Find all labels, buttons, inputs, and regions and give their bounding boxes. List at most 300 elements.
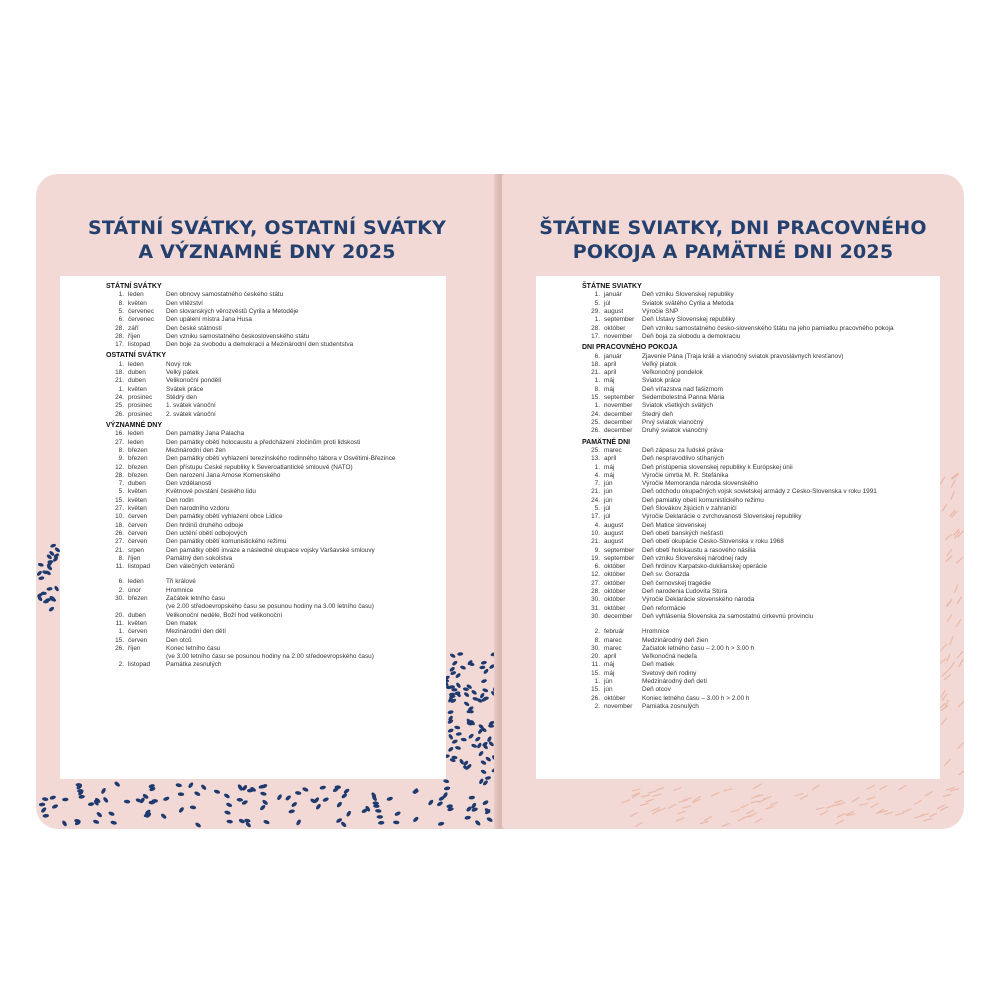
- decor-dot: [46, 587, 52, 591]
- holiday-row: [106, 522, 436, 530]
- holiday-row: [582, 308, 930, 316]
- decor-dot: [464, 815, 471, 820]
- holiday-row: [106, 645, 436, 653]
- holiday-name: Deň vzniku Slovenskej republiky: [642, 291, 734, 299]
- holiday-month: květen: [128, 488, 147, 496]
- holiday-month: september: [604, 546, 635, 554]
- holiday-row: [582, 291, 930, 299]
- right-holiday-list: [536, 276, 940, 779]
- holiday-name: Deň vzniku Slovenskej národnej rady: [642, 554, 748, 562]
- holiday-name: Květnové povstání českého lidu: [166, 488, 256, 496]
- decor-dash: [747, 810, 754, 814]
- holiday-day: 15.: [115, 496, 124, 504]
- holiday-day: 28.: [115, 332, 124, 340]
- holiday-name: Konec letního času: [166, 644, 221, 652]
- decor-dash: [821, 811, 828, 815]
- holiday-name: Den upálení mistra Jana Husa: [166, 316, 252, 324]
- holiday-day: 25.: [591, 418, 600, 426]
- holiday-month: máj: [604, 385, 615, 393]
- decor-dot: [451, 739, 458, 745]
- holiday-day: 5.: [118, 308, 124, 315]
- decor-dot: [460, 737, 466, 741]
- decor-dot: [438, 821, 445, 826]
- holiday-name: Mezinárodní den žen: [166, 446, 226, 454]
- holiday-name: Svetový deň rodiny: [642, 669, 697, 677]
- decor-dot: [482, 799, 489, 805]
- decor-dash: [738, 817, 745, 821]
- holiday-month: marec: [604, 644, 622, 652]
- holiday-day: 2.: [594, 702, 600, 710]
- holiday-day: 8.: [118, 554, 124, 562]
- decor-dot: [200, 784, 207, 791]
- decor-dot: [460, 665, 467, 670]
- holiday-row: [582, 386, 930, 394]
- holiday-name: Den památky obětí invaze a následné okupace vojsky Varšavské smlouvy: [166, 546, 375, 554]
- decor-dash: [852, 797, 859, 801]
- holiday-month: máj: [604, 463, 615, 471]
- holiday-name: Sviatok svätého Cyrila a Metoda: [642, 299, 734, 307]
- holiday-month: leden: [128, 360, 144, 368]
- holiday-day: 4.: [594, 471, 600, 479]
- holiday-day: 11.: [591, 661, 600, 669]
- decor-dash: [741, 805, 748, 808]
- decor-dot: [393, 820, 400, 824]
- holiday-row: [106, 513, 436, 521]
- decor-dot: [474, 819, 481, 826]
- holiday-row: [582, 455, 930, 463]
- holiday-row: [106, 563, 436, 571]
- holiday-row: [582, 678, 930, 686]
- holiday-row: [582, 447, 930, 455]
- holiday-day: 21.: [115, 546, 124, 554]
- holiday-row: [106, 325, 436, 333]
- holiday-month: [128, 603, 166, 611]
- decor-dot: [378, 821, 385, 825]
- decor-dot: [102, 796, 109, 803]
- holiday-name: Deň sv. Gorazda: [642, 571, 690, 579]
- holiday-row: [106, 411, 436, 419]
- holiday-day: 15.: [591, 686, 600, 694]
- holiday-day: 10.: [591, 529, 600, 537]
- holiday-month: duben: [128, 377, 146, 385]
- decor-dot: [175, 783, 182, 788]
- decor-dash: [653, 794, 661, 796]
- decor-dash: [957, 597, 961, 604]
- holiday-name: Deň otcov: [642, 686, 671, 694]
- left-holiday-list: [60, 276, 446, 779]
- decor-dot: [54, 585, 60, 592]
- decor-dash: [950, 510, 955, 516]
- holiday-name: Den památky obětí vyhlazení obce Lidice: [166, 513, 283, 521]
- holiday-row: [582, 653, 930, 661]
- holiday-day: 1.: [594, 677, 600, 685]
- holiday-row: [106, 587, 436, 595]
- holiday-month: september: [604, 394, 635, 402]
- decor-dot: [465, 806, 472, 813]
- decor-dash: [816, 808, 824, 810]
- decor-dot: [448, 733, 454, 740]
- holiday-row: [106, 464, 436, 472]
- holiday-row: [582, 571, 930, 579]
- holiday-row: [106, 661, 436, 669]
- holiday-name: Deň víťazstva nad fašizmom: [642, 385, 723, 393]
- decor-dash: [921, 814, 929, 816]
- holiday-name: Den rodin: [166, 496, 194, 504]
- decor-dash: [951, 480, 955, 487]
- decor-dot: [457, 652, 463, 656]
- holiday-row: [582, 300, 930, 308]
- decor-dot: [444, 786, 451, 791]
- holiday-day: 28.: [115, 471, 124, 479]
- decor-dash: [674, 788, 682, 791]
- holiday-day: 8.: [594, 636, 600, 644]
- holiday-day: 1.: [594, 291, 600, 299]
- decor-dot: [50, 543, 57, 548]
- decor-dot: [486, 816, 493, 822]
- decor-dot: [238, 818, 245, 824]
- holiday-name: Den otců: [166, 636, 192, 644]
- decor-dot: [295, 819, 301, 826]
- holiday-day: 27.: [591, 579, 600, 587]
- decor-dot: [447, 746, 454, 753]
- decor-dash: [950, 662, 954, 669]
- holiday-name: Veľký piatok: [642, 360, 677, 368]
- holiday-day: 1.: [594, 316, 600, 324]
- holiday-row: [106, 386, 436, 394]
- holiday-month: leden: [128, 291, 144, 299]
- decor-dot: [276, 794, 283, 801]
- section-spacer: [582, 621, 930, 628]
- holiday-month: duben: [128, 611, 146, 619]
- decor-dash: [896, 813, 904, 815]
- decor-dot: [114, 781, 121, 788]
- holiday-row: [582, 605, 930, 613]
- holiday-name: Deň narodenia Ľudovíta Štúra: [642, 588, 728, 596]
- holiday-month: prosinec: [128, 402, 153, 410]
- left-page: [36, 174, 498, 829]
- right-title-line-2: POKOJA A PAMÄTNÉ DNI 2025: [572, 241, 894, 263]
- decor-dot: [394, 811, 401, 817]
- right-title-line-1: ŠTÁTNE SVIATKY, DNI PRACOVNÉHO: [539, 217, 927, 239]
- holiday-day: 12.: [591, 571, 600, 579]
- decor-dot: [336, 801, 343, 808]
- holiday-day: 8.: [118, 299, 124, 307]
- decor-dash: [827, 805, 835, 808]
- holiday-day: 6.: [118, 578, 124, 586]
- decor-dot: [285, 794, 292, 801]
- holiday-name: Den vzdělanosti: [166, 480, 212, 488]
- decor-dash: [860, 803, 868, 805]
- decor-dot: [476, 742, 482, 749]
- holiday-month: květen: [128, 299, 147, 307]
- decor-dot: [226, 819, 233, 823]
- holiday-name: Den narození Jana Amose Komenského: [166, 471, 281, 479]
- holiday-row: [582, 361, 930, 369]
- decor-dot: [456, 732, 462, 736]
- holiday-month: apríl: [604, 369, 617, 377]
- holiday-day: 1.: [118, 360, 124, 368]
- holiday-name: Medzinárodný deň žien: [642, 636, 709, 644]
- holiday-row: [582, 464, 930, 472]
- decor-dash: [945, 760, 950, 766]
- holiday-name: Deň Slovákov žijúcich v zahraničí: [642, 505, 737, 513]
- holiday-row: [106, 595, 436, 603]
- holiday-name: 2. svátek vánoční: [166, 410, 216, 418]
- holiday-day: 18.: [115, 521, 124, 529]
- decor-dash: [712, 793, 719, 796]
- holiday-month: květen: [128, 385, 147, 393]
- holiday-row: [106, 628, 436, 636]
- holiday-name: Deň pristúpenia slovenskej republiky k Európskej únii: [642, 463, 793, 471]
- decor-dash: [732, 810, 740, 812]
- holiday-row: [582, 547, 930, 555]
- holiday-name: Pamiatka zosnulých: [642, 702, 699, 710]
- holiday-name: Deň nespravodlivo stíhaných: [642, 455, 725, 463]
- decor-dot: [471, 743, 478, 748]
- holiday-month: január: [604, 291, 622, 299]
- holiday-day: 26.: [591, 427, 600, 435]
- holiday-month: listopad: [128, 563, 151, 571]
- decor-dot: [236, 798, 243, 802]
- holiday-row: [106, 603, 436, 611]
- holiday-month: december: [604, 612, 633, 620]
- holiday-row: [582, 695, 930, 703]
- holiday-month: október: [604, 596, 626, 604]
- holiday-month: duben: [128, 369, 146, 377]
- decor-dash: [904, 809, 911, 812]
- decor-dash: [959, 660, 963, 667]
- decor-dot: [160, 813, 167, 820]
- holiday-name: Medzinárodný deň detí: [642, 677, 708, 685]
- holiday-row: [106, 455, 436, 463]
- holiday-row: [582, 530, 930, 538]
- decor-dash: [646, 799, 654, 802]
- decor-dot: [480, 760, 487, 766]
- holiday-row: [582, 505, 930, 513]
- holiday-month: červen: [128, 513, 148, 521]
- holiday-name: Deň Matice slovenskej: [642, 521, 706, 529]
- holiday-day: 30.: [591, 612, 600, 620]
- holiday-day: 7.: [118, 480, 124, 488]
- holiday-name: Druhý sviatok vianočný: [642, 427, 708, 435]
- holiday-day: 5.: [118, 488, 124, 496]
- holiday-day: [106, 653, 128, 661]
- holiday-name: Výročie Deklarácie slovenského národa: [642, 596, 755, 604]
- left-title-line-1: STÁTNÍ SVÁTKY, OSTATNÍ SVÁTKY: [87, 217, 447, 239]
- decor-dot: [108, 811, 115, 817]
- decor-dot: [451, 660, 458, 667]
- decor-dash: [880, 786, 887, 790]
- holiday-month: březen: [128, 595, 148, 603]
- holiday-month: apríl: [604, 360, 617, 368]
- holiday-month: marec: [604, 446, 622, 454]
- decor-dash: [795, 793, 803, 795]
- decor-dash: [947, 550, 952, 556]
- holiday-month: február: [604, 628, 625, 636]
- holiday-name: Den narodního vzdoru: [166, 505, 230, 513]
- decor-dash: [942, 718, 947, 724]
- decor-dot: [42, 814, 49, 818]
- holiday-row: [106, 394, 436, 402]
- decor-dash: [636, 822, 643, 826]
- decor-dot: [436, 801, 443, 807]
- decor-dash: [867, 786, 874, 790]
- decor-dot: [373, 804, 380, 808]
- holiday-row: [582, 613, 930, 621]
- section-title: DNI PRACOVNÉHO POKOJA: [582, 344, 678, 352]
- holiday-name: Deň odchodu okupačných vojsk sovietskej armády z Česko-Slovenska v roku 1991: [642, 488, 877, 496]
- holiday-name: Štedrý deň: [642, 410, 673, 418]
- holiday-month: říjen: [128, 332, 141, 340]
- holiday-day: 24.: [115, 394, 124, 402]
- decor-dash: [835, 801, 843, 803]
- holiday-row: [106, 637, 436, 645]
- holiday-month: máj: [604, 661, 615, 669]
- holiday-row: [582, 316, 930, 324]
- holiday-day: 30.: [591, 596, 600, 604]
- decor-dash: [956, 620, 960, 627]
- section-title: VÝZNAMNÉ DNY: [106, 421, 163, 429]
- holiday-day: 1.: [118, 385, 124, 393]
- decor-dash: [622, 800, 630, 803]
- decor-dash: [952, 511, 957, 517]
- holiday-day: 27.: [115, 505, 124, 513]
- holiday-month: august: [604, 538, 624, 546]
- holiday-name: Nový rok: [166, 360, 192, 368]
- holiday-name: Den památky obětí komunistického režimu: [166, 538, 287, 546]
- holiday-row: [582, 538, 930, 546]
- decor-dot: [454, 725, 461, 730]
- holiday-month: duben: [128, 480, 146, 488]
- holiday-row: [106, 377, 436, 385]
- holiday-day: 5.: [594, 299, 600, 307]
- holiday-month: jún: [604, 480, 613, 488]
- holiday-name: Výročie Deklarácie o zvrchovanosti Slovenskej republiky: [642, 513, 802, 521]
- holiday-name: Začiatok letného času – 2.00 h > 3.00 h: [642, 644, 755, 652]
- holiday-row: [582, 596, 930, 604]
- holiday-day: 28.: [115, 324, 124, 332]
- holiday-row: [582, 402, 930, 410]
- holiday-row: [582, 333, 930, 341]
- holiday-name: Den přístupu České republiky k Severoatlantické smlouvě (NATO): [166, 463, 353, 471]
- decor-dot: [481, 660, 488, 665]
- holiday-day: 11.: [115, 619, 124, 627]
- decor-dot: [479, 665, 485, 669]
- holiday-day: 9.: [594, 546, 600, 554]
- decor-dash: [925, 792, 932, 796]
- holiday-day: 21.: [591, 488, 600, 496]
- holiday-day: 29.: [591, 308, 600, 315]
- holiday-month: leden: [128, 578, 144, 586]
- decor-dash: [947, 654, 950, 661]
- decor-dash: [642, 795, 650, 797]
- holiday-month: december: [604, 418, 633, 426]
- holiday-month: október: [604, 571, 626, 579]
- decor-dot: [259, 804, 266, 811]
- holiday-name: Mezinárodní den dětí: [166, 628, 227, 636]
- holiday-day: 27.: [115, 438, 124, 446]
- holiday-day: 11.: [115, 563, 124, 571]
- holiday-month: júl: [604, 299, 611, 307]
- decor-dash: [668, 805, 675, 809]
- holiday-month: březen: [128, 463, 148, 471]
- holiday-row: [106, 555, 436, 563]
- decor-dot: [37, 562, 44, 567]
- section-title: ŠTÁTNE SVIATKY: [582, 283, 642, 290]
- holiday-day: 30.: [115, 595, 124, 603]
- holiday-row: [106, 488, 436, 496]
- holiday-month: november: [604, 402, 633, 410]
- holiday-row: [106, 547, 436, 555]
- decor-dash: [915, 800, 922, 804]
- holiday-row: [106, 300, 436, 308]
- holiday-name: Deň obetí okupácie Česko-Slovenska v roku 1968: [642, 538, 784, 546]
- holiday-row: [582, 472, 930, 480]
- decor-dot: [480, 769, 487, 775]
- decor-dot: [291, 801, 298, 808]
- holiday-name: Deň obetí holokaustu a rasového násilia: [642, 546, 756, 554]
- holiday-row: [582, 394, 930, 402]
- holiday-month: červen: [128, 538, 148, 546]
- decor-dot: [38, 576, 45, 580]
- decor-dash: [755, 819, 762, 823]
- holiday-name: Den uctění obětí odbojových: [166, 529, 248, 537]
- holiday-row: [106, 505, 436, 513]
- holiday-month: október: [604, 579, 626, 587]
- decor-dot: [49, 795, 56, 800]
- decor-dot: [386, 796, 393, 801]
- holiday-row: [106, 316, 436, 324]
- holiday-month: november: [604, 702, 633, 710]
- decor-dash: [836, 820, 843, 824]
- decor-dash: [944, 675, 950, 680]
- decor-dash: [938, 805, 945, 809]
- decor-dot: [340, 821, 347, 828]
- decor-dot: [42, 797, 49, 802]
- holiday-name: (ve 3.00 letního času se posunou hodiny na 2.00 středoevropského času): [166, 653, 374, 661]
- decor-dot: [302, 787, 309, 793]
- holiday-day: 26.: [115, 529, 124, 537]
- holiday-name: Deň Ústavy Slovenskej republiky: [642, 316, 736, 324]
- holiday-name: Veľkonočná nedeľa: [642, 653, 697, 661]
- holiday-day: 30.: [591, 644, 600, 652]
- decor-dash: [656, 788, 664, 791]
- holiday-row: [582, 628, 930, 636]
- holiday-name: Den slovanských věrozvěstů Cyrila a Metoděje: [166, 308, 299, 315]
- holiday-row: [582, 353, 930, 361]
- holiday-row: [582, 488, 930, 496]
- decor-dash: [764, 797, 772, 800]
- decor-dot: [213, 789, 220, 794]
- holiday-month: březen: [128, 446, 148, 454]
- decor-dot: [224, 810, 231, 815]
- decor-dash: [632, 789, 640, 791]
- holiday-month: srpen: [128, 546, 144, 554]
- decor-dot: [455, 682, 461, 689]
- holiday-day: 26.: [591, 694, 600, 702]
- decor-dot: [124, 799, 131, 803]
- holiday-name: Památný den sokolstva: [166, 554, 233, 562]
- holiday-name: Deň boja za slobodu a demokraciu: [642, 332, 741, 340]
- right-page: [502, 174, 964, 829]
- decor-dash: [950, 637, 953, 645]
- decor-dash: [946, 556, 952, 562]
- decor-dot: [474, 736, 481, 742]
- holiday-name: Den boje za svobodu a demokracii a Mezinárodní den studentstva: [166, 341, 354, 349]
- decor-dash: [948, 614, 952, 621]
- holiday-month: október: [604, 604, 626, 612]
- holiday-month: august: [604, 529, 624, 537]
